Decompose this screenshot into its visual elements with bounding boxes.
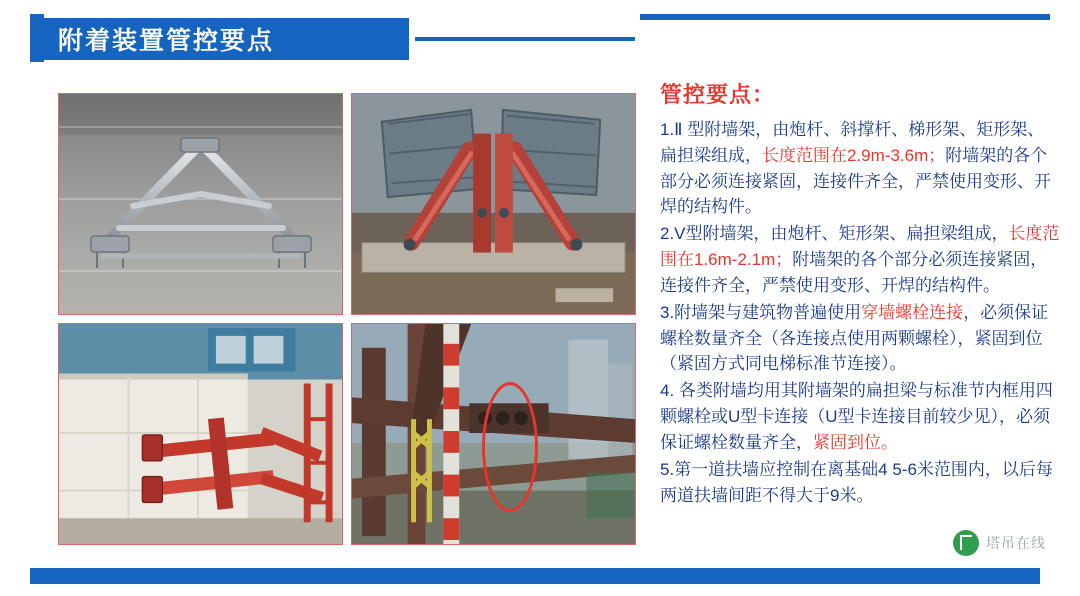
header-divider-left <box>415 37 635 41</box>
key-point-1-run-3: 附墙架的各个部分必须连接紧固，连接件齐全，严禁使用变形、开焊的结构件。 <box>660 145 1051 217</box>
key-point-1-run-1: 1.Ⅱ 型附墙架，由炮杆、斜撑杆、梯形架、矩形架、扁担梁组成， <box>660 120 1045 165</box>
photo-grid <box>58 93 636 555</box>
key-point-2-run-3: 附墙架的各个部分必须连接紧固，连接件齐全，严禁使用变形、开焊的结构件。 <box>660 250 1048 295</box>
key-point-3-run-3: ，必须保证螺栓数量齐全（各连接点使用两颗螺栓），紧固到位（紧固方式同电梯标准节连接）。 <box>660 302 1049 374</box>
highlight-ellipse <box>482 382 538 512</box>
key-point-3 <box>660 300 1060 377</box>
page-title: 附着装置管控要点 <box>58 27 275 55</box>
watermark <box>953 530 1046 556</box>
key-point-1 <box>660 117 1060 220</box>
key-point-1-run-2: 长度范围在2.9m-3.6m； <box>762 145 946 165</box>
truss-illustration <box>73 136 329 286</box>
key-point-2-run-2: 长度范围在1.6m-2.1m； <box>660 224 1060 270</box>
photo-wall-attachment-arms <box>58 323 343 545</box>
photo-beam-joint-marked <box>351 323 636 545</box>
key-points-heading: 管控要点： <box>660 82 776 107</box>
watermark-label: 塔吊在线 <box>986 535 1046 551</box>
photo-truss-frame <box>58 93 343 315</box>
photo-red-frame-plates <box>351 93 636 315</box>
wall-arms-illustration <box>59 324 342 544</box>
key-point-4-run-1: 4. 各类附墙均用其附墙架的扁担梁与标准节内框用四颗螺栓或U型卡连接（U型卡连接目前较少见），必须保证螺栓数量齐全， <box>660 381 1053 452</box>
key-point-4 <box>660 378 1060 455</box>
key-point-3-run-2: 穿墙螺栓连接 <box>861 302 964 322</box>
header-divider-right <box>640 14 1050 20</box>
key-point-5-run-1: 5.第一道扶墙应控制在离基础4 5-6米范围内，以后每两道扶墙间距不得大于9米。 <box>660 459 1053 505</box>
key-point-4-run-2: 紧固到位。 <box>813 432 898 452</box>
slide-title-banner <box>44 18 409 60</box>
circle-check-icon <box>953 530 979 556</box>
key-point-2 <box>660 221 1060 298</box>
key-point-5 <box>660 457 1060 509</box>
key-point-2-run-1: 2.V型附墙架，由炮杆、矩形架、扁担梁组成， <box>660 224 1009 244</box>
footer-bar <box>30 568 1040 584</box>
key-point-3-run-1: 3.附墙架与建筑物普遍使用 <box>660 302 862 322</box>
key-points-panel <box>660 78 1060 509</box>
red-frame-illustration <box>352 94 635 314</box>
title-accent-bar <box>30 14 44 62</box>
